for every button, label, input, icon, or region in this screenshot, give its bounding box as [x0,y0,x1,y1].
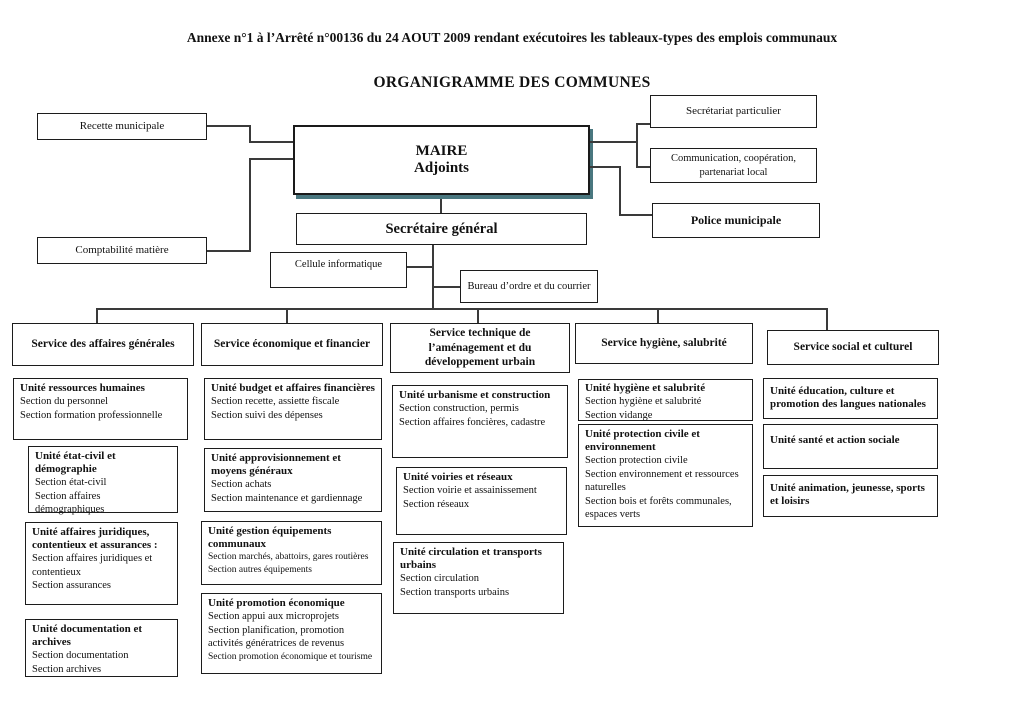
unit-title: Unité ressources humaines [20,382,145,394]
unit-promotion-economique [201,593,382,674]
unit-section: Section documentation [32,650,129,662]
unit-title: Unité protection civile et environnement [585,428,700,454]
unit-ressources-humaines [13,378,188,440]
secretaire-general-box [296,213,587,245]
maire-box [293,125,590,195]
unit-title: Unité voiries et réseaux [403,471,513,483]
connector-line [96,308,828,310]
unit-section: Section circulation [400,573,480,585]
unit-title: Unité documentation et archives [32,623,142,649]
unit-section: Section construction, permis [399,403,519,415]
unit-education-culture [763,378,938,419]
unit-section: Section réseaux [403,498,470,510]
unit-section: Section hygiène et salubrité [585,396,702,408]
unit-approvisionnement [204,448,382,512]
connector-line [636,166,650,168]
unit-title: Unité approvisionnement et moyens généraux [211,452,341,478]
unit-section: Section affaires juridiques et contentieux [32,553,153,578]
connector-line [826,308,828,330]
unit-circulation-transports [393,542,564,614]
connector-line [249,158,251,252]
unit-hygiene-salubrite [578,379,753,421]
service-technique-label: Service technique de l’aménagement et du développement urbain [424,326,536,369]
bureau-ordre-label: Bureau d’ordre et du courrier [467,280,591,292]
comptabilite-matiere-box [37,237,207,264]
connector-line [657,308,659,323]
connector-line [433,286,460,288]
recette-municipale-box [37,113,207,140]
cellule-informatique-label: Cellule informatique [294,259,383,270]
police-municipale-label: Police municipale [690,213,782,227]
connector-line [636,123,638,168]
connector-line [440,199,442,213]
unit-animation-jeunesse [763,475,938,517]
connector-line [590,166,621,168]
unit-section: Section achats [211,479,272,491]
unit-title: Unité éducation, culture et promotion des langues nationales [770,385,926,411]
unit-sante-action-sociale [763,424,938,469]
service-social-header [767,330,939,365]
unit-title: Unité budget et affaires financières [211,382,375,394]
unit-section: Section environnement et ressources naturelles [585,468,739,494]
unit-section: Section suivi des dépenses [211,409,323,421]
unit-title: Unité promotion économique [208,597,345,609]
service-affaires-generales-label: Service des affaires générales [31,338,175,351]
unit-section: Section affaires démographiques [35,490,105,516]
unit-section: Section marchés, abattoirs, gares routières [208,552,369,563]
comptabilite-matiere-label: Comptabilité matière [75,243,169,256]
unit-affaires-juridiques [25,522,178,605]
unit-section: Section voirie et assainissement [403,485,537,497]
police-municipale-box [652,203,820,238]
communication-box [650,148,817,183]
maire-label: MAIRE [415,142,468,159]
unit-section: Section autres équipements [208,564,312,575]
service-hygiene-label: Service hygiène, salubrité [601,337,727,350]
service-social-label: Service social et culturel [793,341,913,354]
page-title: ORGANIGRAMME DES COMMUNES [373,74,651,91]
unit-section: Section transports urbains [400,586,510,598]
unit-section: Section promotion économique et tourisme [208,651,373,662]
unit-section: Section formation professionnelle [20,409,163,421]
service-affaires-generales-header [12,323,194,366]
unit-title: Unité affaires juridiques, contentieux et assurances : [32,526,158,552]
unit-gestion-equipements [201,521,382,585]
service-hygiene-header [575,323,753,364]
secretariat-particulier-label: Secrétariat particulier [686,104,781,117]
secretaire-general-label: Secrétaire général [385,220,498,237]
unit-section: Section du personnel [20,396,109,408]
unit-section: Section maintenance et gardiennage [211,492,363,504]
unit-title: Unité urbanisme et construction [399,389,551,401]
unit-etat-civil [28,446,178,516]
adjoints-label: Adjoints [413,160,469,176]
unit-title: Unité santé et action sociale [770,434,900,446]
connector-line [619,166,621,216]
connector-line [96,308,98,323]
unit-section: Section archives [32,663,102,675]
secretariat-particulier-box [650,95,817,128]
connector-line [249,141,293,143]
unit-section: Section vidange [585,409,653,421]
unit-section: Section recette, assiette fiscale [211,396,340,408]
connector-line [590,141,638,143]
unit-voiries-reseaux [396,467,567,535]
recette-municipale-label: Recette municipale [79,119,165,132]
connector-line [477,308,479,323]
connector-line [207,125,251,127]
unit-section: Section assurances [32,580,112,592]
unit-section: Section état-civil [35,477,107,489]
connector-line [207,250,251,252]
unit-section: Section protection civile [585,455,688,467]
unit-budget-finances [204,378,382,440]
document-title: Annexe n°1 à l’Arrêté n°00136 du 24 AOUT 2009 rendant exécutoires les tableaux-types des emplois communaux [186,30,838,45]
unit-protection-civile [578,424,753,527]
connector-line [636,123,650,125]
connector-line [286,308,288,323]
communication-label: Communication, coopération, partenariat local [670,153,797,178]
connector-line [407,266,433,268]
unit-documentation-archives [25,619,178,677]
unit-title: Unité circulation et transports urbains [400,546,542,572]
connector-line [249,158,293,160]
service-technique-header [390,323,570,373]
cellule-informatique-box [270,252,407,288]
unit-title: Unité état-civil et démographie [35,450,116,476]
service-economique-label: Service économique et financier [213,338,371,351]
unit-section: Section bois et forêts communales, espaces verts [585,495,732,521]
service-economique-header [201,323,383,366]
connector-line [619,214,652,216]
unit-title: Unité hygiène et salubrité [585,382,706,394]
unit-section: Section affaires foncières, cadastre [399,416,546,428]
unit-urbanisme-construction [392,385,568,458]
unit-title: Unité animation, jeunesse, sports et loisirs [770,482,925,508]
unit-section: Section planification, promotion activités génératrices de revenus [208,624,345,650]
unit-title: Unité gestion équipements communaux [208,525,332,551]
bureau-ordre-box [460,270,598,303]
unit-section: Section appui aux microprojets [208,611,339,623]
connector-line [432,245,434,310]
